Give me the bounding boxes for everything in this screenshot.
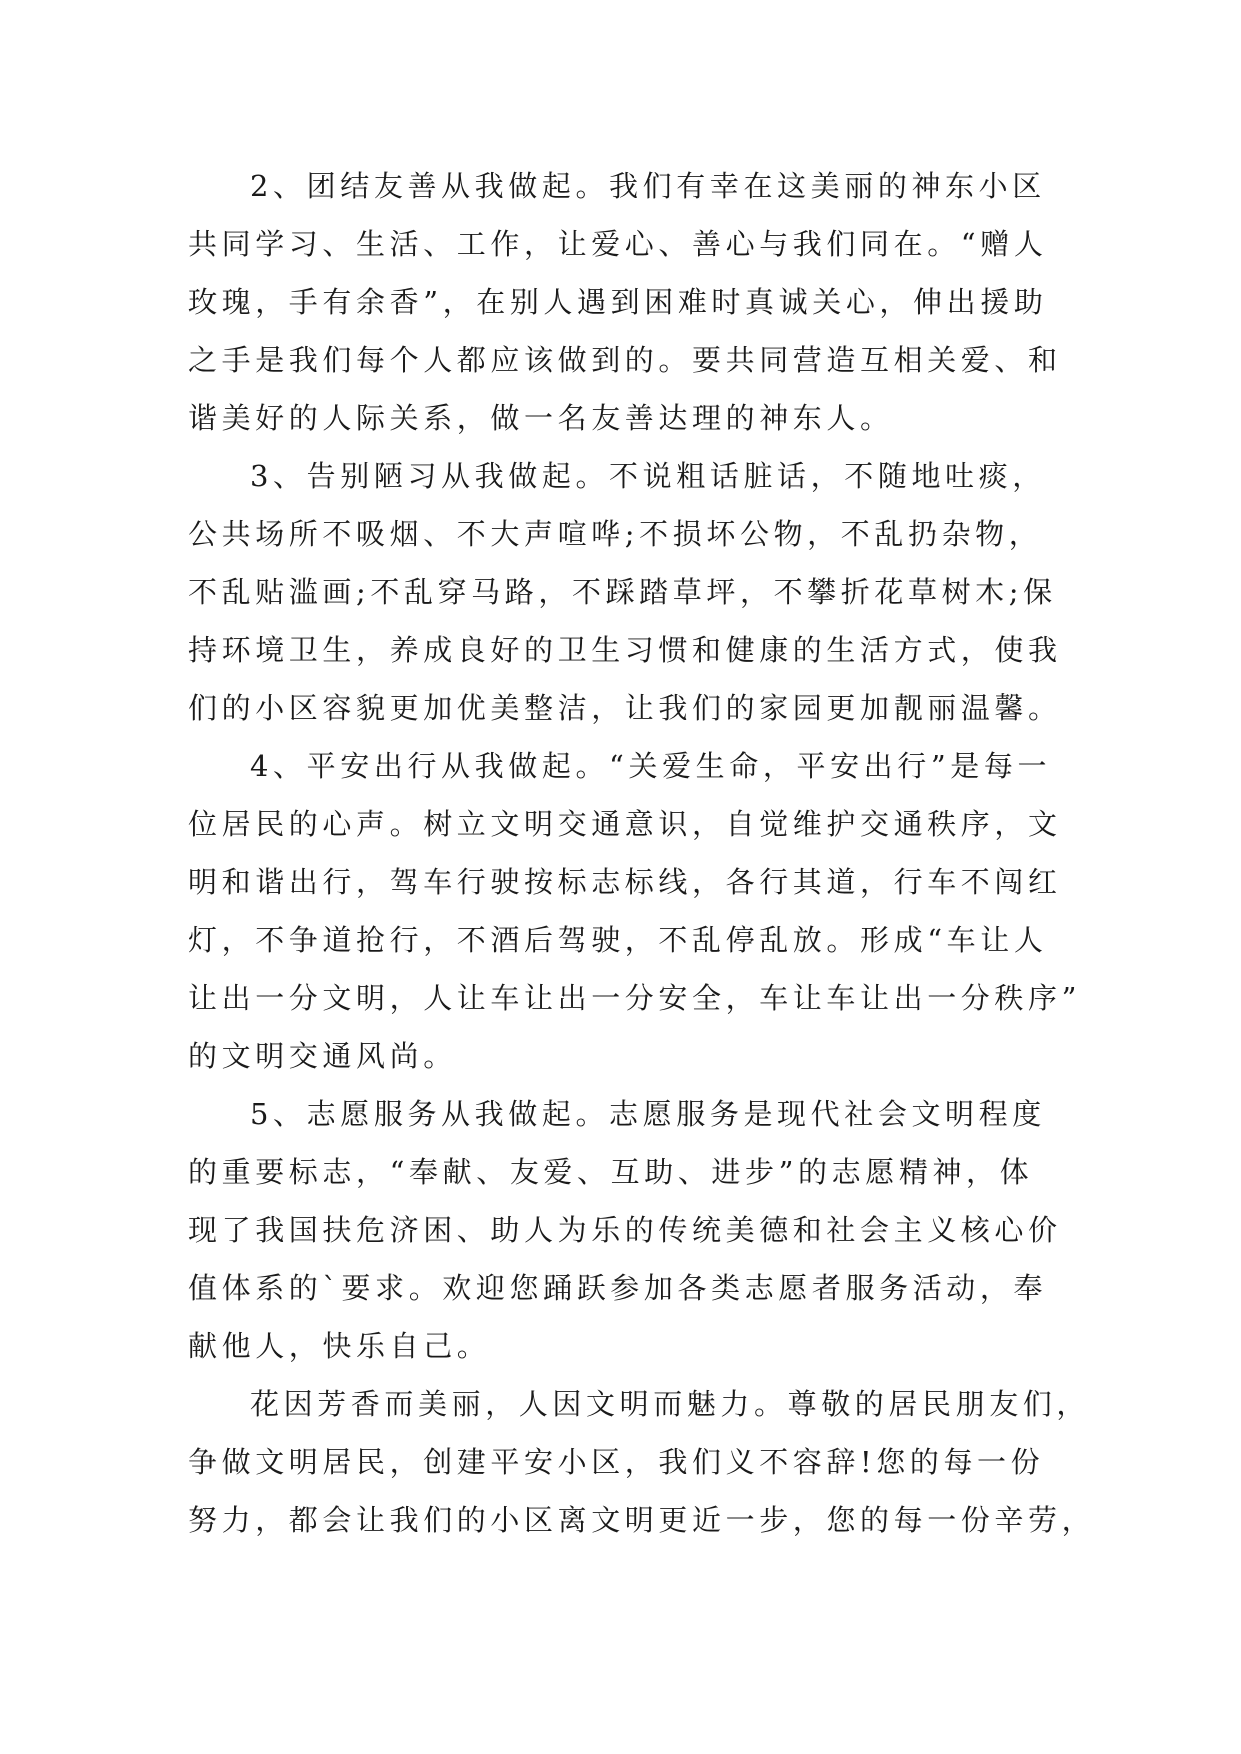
closing-paragraph-line-2: 争做文明居民，创建平安小区，我们义不容辞!您的每一份 — [188, 1445, 1045, 1479]
paragraph-2-line-4: 之手是我们每个人都应该做到的。要共同营造互相关爱、和 — [188, 343, 1062, 377]
paragraph-3-line-5: 们的小区容貌更加优美整洁，让我们的家园更加靓丽温馨。 — [188, 691, 1062, 725]
paragraph-4-line-3: 明和谐出行，驾车行驶按标志标线，各行其道，行车不闯红 — [188, 865, 1062, 899]
paragraph-4-line-2: 位居民的心声。树立文明交通意识，自觉维护交通秩序，文 — [188, 807, 1062, 841]
paragraph-3-line-3: 不乱贴滥画;不乱穿马路，不踩踏草坪，不攀折花草树木;保 — [188, 575, 1057, 609]
closing-paragraph-line-1: 花因芳香而美丽，人因文明而魅力。尊敬的居民朋友们， — [250, 1387, 1091, 1421]
paragraph-3-line-4: 持环境卫生，养成良好的卫生习惯和健康的生活方式，使我 — [188, 633, 1062, 667]
paragraph-5-line-1: 5、志愿服务从我做起。志愿服务是现代社会文明程度 — [250, 1097, 1046, 1131]
paragraph-2-line-3: 玫瑰，手有余香”，在别人遇到困难时真诚关心，伸出援助 — [188, 285, 1048, 319]
paragraph-5-line-4: 值体系的`要求。欢迎您踊跃参加各类志愿者服务活动，奉 — [188, 1271, 1048, 1305]
paragraph-2-line-1: 2、团结友善从我做起。我们有幸在这美丽的神东小区 — [250, 169, 1046, 203]
paragraph-5-line-2: 的重要标志，“奉献、友爱、互助、进步”的志愿精神，体 — [188, 1155, 1034, 1189]
closing-paragraph-line-3: 努力，都会让我们的小区离文明更近一步，您的每一份辛劳， — [188, 1503, 1096, 1537]
paragraph-2-line-5: 谐美好的人际关系，做一名友善达理的神东人。 — [188, 401, 894, 435]
paragraph-4-line-4: 灯，不争道抢行，不酒后驾驶，不乱停乱放。形成“车让人 — [188, 923, 1048, 957]
paragraph-4-line-6: 的文明交通风尚。 — [188, 1039, 457, 1073]
document-body — [188, 157, 1096, 1549]
paragraph-4-line-5: 让出一分文明，人让车让出一分安全，车让车让出一分秩序” — [188, 981, 1082, 1015]
paragraph-5-line-5: 献他人，快乐自己。 — [188, 1329, 491, 1363]
paragraph-3-line-2: 公共场所不吸烟、不大声喧哗;不损坏公物，不乱扔杂物， — [188, 517, 1043, 551]
paragraph-3-line-1: 3、告别陋习从我做起。不说粗话脏话，不随地吐痰， — [250, 459, 1046, 493]
paragraph-4-line-1: 4、平安出行从我做起。“关爱生命，平安出行”是每一 — [250, 749, 1052, 783]
paragraph-5-line-3: 现了我国扶危济困、助人为乐的传统美德和社会主义核心价 — [188, 1213, 1062, 1247]
paragraph-2-line-2: 共同学习、生活、工作，让爱心、善心与我们同在。“赠人 — [188, 227, 1048, 261]
